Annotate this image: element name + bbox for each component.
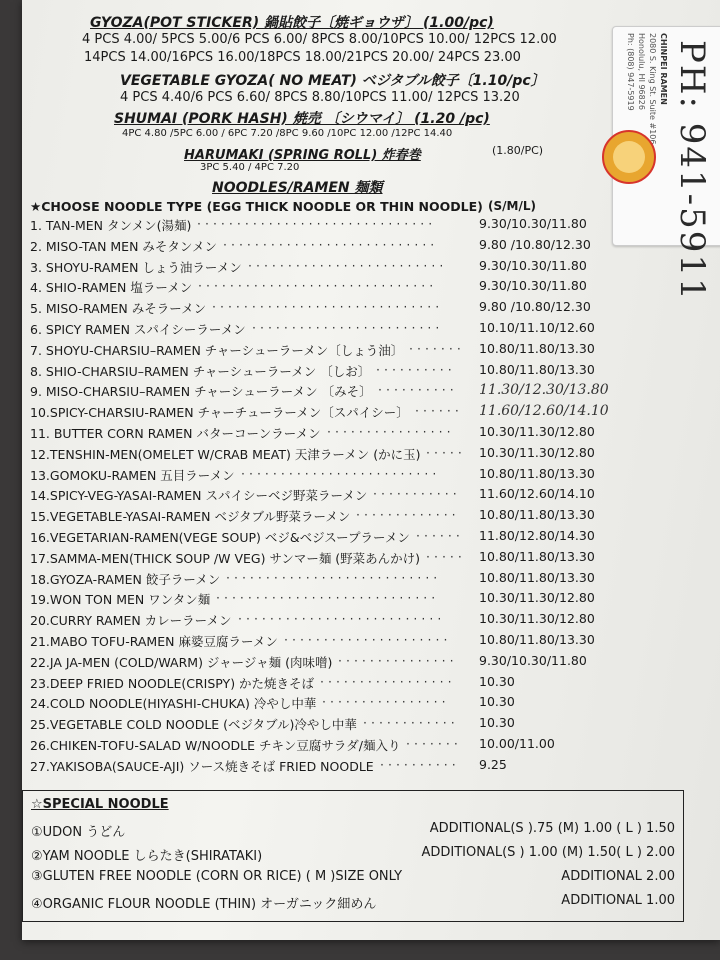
menu-item-label: 4. SHIO-RAMEN 塩ラーメン — [30, 280, 193, 296]
leader-dots: ····· — [426, 444, 466, 460]
special-row-price: ADDITIONAL(S ).75 (M) 1.00 ( L ) 1.50 — [429, 821, 675, 836]
menu-item-row — [30, 403, 690, 423]
leader-dots: ······························ — [198, 278, 438, 294]
menu-item-label: 19.WON TON MEN ワンタン麺 — [30, 592, 211, 608]
menu-item-label: 9. MISO-CHARSIU–RAMEN チャーシューラーメン 〔みそ〕 — [30, 384, 372, 400]
menu-item-price: 11.30/12.30/13.80 — [479, 382, 609, 399]
leader-dots: ··························· — [226, 569, 442, 585]
menu-item-row — [30, 736, 690, 756]
menu-item-price: 10.80/11.80/13.30 — [479, 548, 595, 564]
leader-dots: ····· — [426, 548, 466, 564]
card-city: Honolulu, HI 96826 — [637, 33, 646, 110]
special-row-label: ①UDON うどん — [31, 825, 126, 840]
leader-dots: ······· — [409, 340, 465, 356]
special-row-price: ADDITIONAL(S ) 1.00 (M) 1.50( L ) 2.00 — [421, 845, 675, 860]
menu-item-row — [30, 320, 690, 340]
menu-item-price: 9.30/10.30/11.80 — [479, 257, 587, 273]
leader-dots: ························ — [252, 320, 444, 335]
menu-item-price: 9.80 /10.80/12.30 — [479, 299, 591, 315]
menu-item-price: 11.60/12.60/14.10 — [479, 403, 609, 420]
leader-dots: ······························ — [197, 216, 437, 231]
menu-item-label: 18.GYOZA-RAMEN 餃子ラーメン — [30, 571, 221, 587]
harumaki-prices: 3PC 5.40 / 4PC 7.20 — [200, 162, 300, 173]
menu-item-row — [30, 715, 690, 735]
menu-item-price: 10.80/11.80/13.30 — [479, 361, 595, 377]
gyoza-title: GYOZA(POT STICKER) 鍋貼餃子〔焼ギョウザ〕 (1.00/pc) — [90, 15, 494, 31]
menu-item-row — [30, 757, 690, 777]
menu-item-price: 10.30 — [479, 715, 515, 731]
menu-item-label: 6. SPICY RAMEN スパイシーラーメン — [30, 322, 246, 337]
special-row — [31, 869, 675, 884]
menu-item-price: 9.30/10.30/11.80 — [479, 652, 587, 668]
special-row — [31, 893, 675, 912]
menu-item-price: 10.80/11.80/13.30 — [479, 507, 595, 523]
menu-item-row — [30, 278, 690, 298]
special-row-label: ④ORGANIC FLOUR NOODLE (THIN) オーガニック細めん — [31, 897, 377, 912]
special-row-price: ADDITIONAL 2.00 — [561, 869, 675, 884]
handwritten-phone: PH: 941-5911 — [672, 40, 712, 302]
menu-item-label: 17.SAMMA-MEN(THICK SOUP /W VEG) サンマー麺 (野菜あんかけ) — [30, 550, 421, 566]
menu-item-label: 26.CHIKEN-TOFU-SALAD W/NOODLE チキン豆腐サラダ/麺入り — [30, 738, 401, 753]
menu-item-label: 22.JA JA-MEN (COLD/WARM) ジャージャ麺 (肉味噌) — [30, 654, 333, 670]
menu-item-price: 10.30/11.30/12.80 — [479, 444, 595, 460]
menu-item-row — [30, 486, 690, 506]
menu-item-price: 10.80/11.80/13.30 — [479, 465, 595, 481]
leader-dots: ····················· — [284, 632, 452, 647]
menu-item-label: 25.VEGETABLE COLD NOODLE (ベジタブル)冷やし中華 — [30, 717, 357, 733]
card-name: CHINPEI RAMEN — [659, 33, 668, 105]
menu-item-row — [30, 424, 690, 444]
gyoza-prices-1: 4 PCS 4.00/ 5PCS 5.00/6 PCS 6.00/ 8PCS 8.00/10PCS 10.00/ 12PCS 12.00 — [82, 32, 557, 47]
harumaki-price: (1.80/PC) — [492, 144, 544, 157]
gyoza-prices-2: 14PCS 14.00/16PCS 16.00/18PCS 18.00/21PCS 20.00/ 24PCS 23.00 — [84, 50, 521, 65]
card-phone: Ph: (808) 947-5919 — [626, 33, 635, 111]
leader-dots: ·························· — [238, 611, 446, 627]
menu-item-price: 10.80/11.80/13.30 — [479, 569, 595, 585]
leader-dots: ······ — [415, 403, 463, 419]
menu-sheet — [22, 0, 720, 940]
menu-item-label: 12.TENSHIN-MEN(OMELET W/CRAB MEAT) 天津ラーメン (かに玉) — [30, 446, 421, 462]
menu-item-row — [30, 216, 690, 236]
menu-item-row — [30, 694, 690, 714]
leader-dots: ······ — [416, 528, 464, 543]
menu-item-price: 10.30 — [479, 673, 515, 689]
leader-dots: ················· — [320, 673, 456, 689]
leader-dots: ················ — [322, 694, 450, 710]
leader-dots: ························· — [241, 465, 441, 481]
card-text — [625, 33, 669, 144]
menu-item-row — [30, 549, 690, 569]
veg-gyoza-title: VEGETABLE GYOZA( NO MEAT) ベジタブル餃子〔1.10/pc〕 — [120, 73, 545, 89]
leader-dots: ·········· — [380, 756, 460, 772]
menu-item-label: 16.VEGETARIAN-RAMEN(VEGE SOUP) ベジ&ベジスープラーメン — [30, 530, 410, 545]
leader-dots: ············ — [363, 715, 459, 731]
menu-item-label: 10.SPICY-CHARSIU-RAMEN チャーチューラーメン〔スパイシー〕 — [30, 405, 409, 421]
shumai-prices: 4PC 4.80 /5PC 6.00 / 6PC 7.20 /8PC 9.60 /10PC 12.00 /12PC 14.40 — [122, 128, 453, 139]
menu-item-price: 11.60/12.60/14.10 — [479, 486, 595, 502]
leader-dots: ············· — [356, 507, 460, 523]
noodles-title: NOODLES/RAMEN 麺類 — [212, 180, 383, 196]
menu-item-label: 15.VEGETABLE-YASAI-RAMEN ベジタブル野菜ラーメン — [30, 509, 351, 525]
menu-item-row — [30, 258, 690, 278]
menu-item-price: 10.30 — [479, 694, 515, 710]
menu-item-row — [30, 507, 690, 527]
special-row — [31, 845, 675, 864]
menu-item-price: 10.30/11.30/12.80 — [479, 590, 595, 606]
choose-noodle-line: ★CHOOSE NOODLE TYPE (EGG THICK NOODLE OR THIN NOODLE) — [30, 199, 483, 214]
menu-item-label: 23.DEEP FRIED NOODLE(CRISPY) かた焼きそば — [30, 675, 315, 691]
menu-item-label: 13.GOMOKU-RAMEN 五目ラーメン — [30, 467, 235, 483]
menu-item-price: 9.30/10.30/11.80 — [479, 278, 587, 294]
menu-item-row — [30, 362, 690, 382]
menu-item-price: 10.80/11.80/13.30 — [479, 632, 595, 647]
menu-item-price: 10.00/11.00 — [479, 736, 555, 751]
menu-item-label: 7. SHOYU-CHARSIU–RAMEN チャーシューラーメン〔しょう油〕 — [30, 342, 404, 358]
leader-dots: ··············· — [338, 652, 458, 668]
leader-dots: ····························· — [212, 299, 444, 315]
menu-item-price: 10.80/11.80/13.30 — [479, 340, 595, 356]
special-row-label: ③GLUTEN FREE NOODLE (CORN OR RICE) ( M )SIZE ONLY — [31, 869, 403, 884]
menu-item-price: 10.10/11.10/12.60 — [479, 320, 595, 335]
menu-item-price: 10.30/11.30/12.80 — [479, 424, 595, 439]
menu-item-price: 9.25 — [479, 756, 507, 772]
special-row-price: ADDITIONAL 1.00 — [561, 893, 675, 908]
veg-gyoza-prices: 4 PCS 4.40/6 PCS 6.60/ 8PCS 8.80/10PCS 11.00/ 12PCS 13.20 — [120, 90, 520, 105]
menu-item-price: 9.30/10.30/11.80 — [479, 216, 587, 231]
menu-item-label: 11. BUTTER CORN RAMEN バターコーンラーメン — [30, 426, 321, 441]
leader-dots: ················ — [327, 424, 455, 439]
menu-item-label: 2. MISO-TAN MEN みそタンメン — [30, 238, 218, 254]
leader-dots: ··························· — [223, 236, 439, 252]
special-row-label: ②YAM NOODLE しらたき(SHIRATAKI) — [31, 849, 263, 864]
menu-item-row — [30, 653, 690, 673]
menu-item-row — [30, 570, 690, 590]
special-row — [31, 821, 675, 840]
menu-item-label: 24.COLD NOODLE(HIYASHI-CHUKA) 冷やし中華 — [30, 696, 317, 712]
special-noodle-box — [22, 790, 684, 922]
harumaki-title: HARUMAKI (SPRING ROLL) 炸春巻 — [184, 148, 421, 163]
menu-item-label: 14.SPICY-VEG-YASAI-RAMEN スパイシーベジ野菜ラーメン — [30, 488, 368, 504]
menu-item-label: 21.MABO TOFU-RAMEN 麻婆豆腐ラーメン — [30, 634, 278, 649]
menu-item-label: 20.CURRY RAMEN カレーラーメン — [30, 613, 232, 629]
menu-item-row — [30, 611, 690, 631]
leader-dots: ························· — [248, 257, 448, 273]
menu-item-row — [30, 674, 690, 694]
menu-item-label: 27.YAKISOBA(SAUCE-AJI) ソース焼きそば FRIED NOODLE — [30, 758, 374, 774]
shumai-title: SHUMAI (PORK HASH) 焼売 〔シウマイ〕 (1.20 /pc) — [114, 111, 490, 127]
menu-item-row — [30, 382, 690, 402]
menu-item-price: 9.80 /10.80/12.30 — [479, 236, 591, 252]
menu-item-price: 11.80/12.80/14.30 — [479, 528, 595, 543]
menu-item-label: 8. SHIO-CHARSIU–RAMEN チャーシューラーメン 〔しお〕 — [30, 363, 371, 379]
menu-item-label: 5. MISO-RAMEN みそラーメン — [30, 301, 207, 317]
menu-item-row — [30, 632, 690, 652]
menu-item-row — [30, 445, 690, 465]
leader-dots: ······· — [406, 736, 462, 751]
menu-item-row — [30, 590, 690, 610]
special-noodle-title: ☆SPECIAL NOODLE — [31, 797, 169, 812]
menu-item-row — [30, 237, 690, 257]
menu-item-label: 3. SHOYU-RAMEN しょう油ラーメン — [30, 259, 242, 275]
menu-item-price: 10.30/11.30/12.80 — [479, 611, 595, 627]
menu-item-row — [30, 299, 690, 319]
size-label: (S/M/L) — [488, 199, 536, 213]
menu-item-row — [30, 466, 690, 486]
leader-dots: ·········· — [378, 382, 458, 398]
menu-item-row — [30, 528, 690, 548]
menu-item-row — [30, 341, 690, 361]
leader-dots: ···························· — [216, 590, 440, 606]
leader-dots: ·········· — [376, 361, 456, 377]
leader-dots: ··········· — [373, 486, 461, 502]
menu-item-label: 1. TAN-MEN タンメン(湯麺) — [30, 218, 192, 233]
card-address: 2080 S. King St. Suite #106 — [648, 33, 657, 145]
ramen-menu-list — [30, 216, 690, 776]
restaurant-logo-icon — [602, 130, 656, 184]
